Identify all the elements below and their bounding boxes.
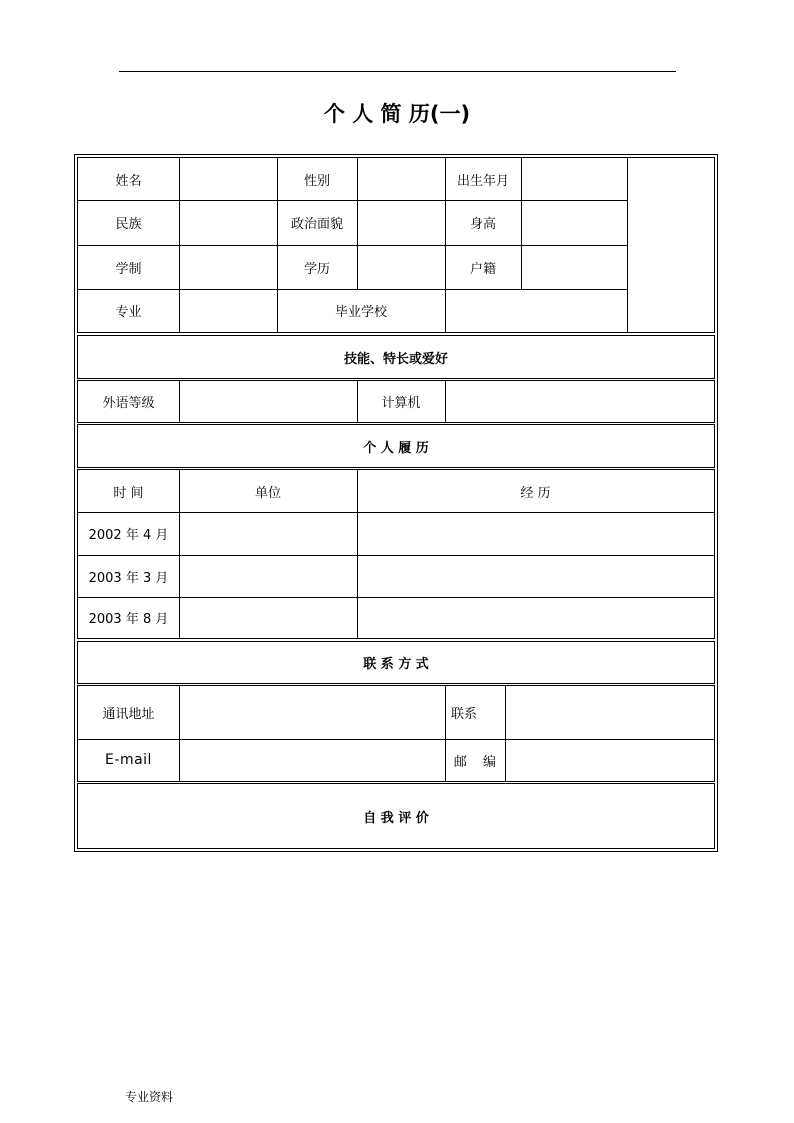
contact-header-section: [77, 641, 715, 684]
experience-row-detail[interactable]: [357, 512, 714, 555]
page-title: 个 人 简 历(一): [323, 102, 471, 126]
experience-row-time: 2003 年 8 月: [88, 612, 169, 627]
computer-value[interactable]: [445, 381, 714, 422]
experience-row-time: 2002 年 4 月: [88, 528, 169, 543]
ethnicity-label: 民族: [115, 217, 142, 232]
experience-table: [77, 469, 715, 639]
schooling-label: 学制: [115, 261, 142, 277]
gender-value[interactable]: [357, 158, 445, 200]
education-label: 学历: [303, 261, 330, 277]
political-value[interactable]: [357, 200, 445, 245]
self-evaluation-header: 自 我 评 价: [363, 810, 429, 826]
name-value[interactable]: [179, 158, 277, 200]
school-value[interactable]: [445, 289, 627, 332]
political-label: 政治面貌: [290, 217, 343, 232]
experience-row-time: 2003 年 3 月: [88, 570, 169, 586]
header-rule: [119, 71, 676, 72]
computer-label: 计算机: [381, 396, 421, 411]
self-evaluation-section: [77, 783, 715, 849]
hukou-label: 户籍: [469, 261, 496, 277]
postcode-label: 邮 编: [453, 754, 497, 770]
major-value[interactable]: [179, 289, 277, 332]
address-label: 通讯地址: [102, 707, 155, 722]
height-value[interactable]: [521, 200, 627, 245]
birth-value[interactable]: [521, 158, 627, 200]
height-label: 身高: [469, 217, 496, 232]
experience-row-unit[interactable]: [179, 597, 357, 638]
experience-row-detail[interactable]: [357, 597, 714, 638]
experience-row-unit[interactable]: [179, 512, 357, 555]
email-value[interactable]: [179, 739, 445, 781]
experience-row-unit[interactable]: [179, 555, 357, 597]
col-time-header: 时 间: [113, 485, 144, 501]
birth-label: 出生年月: [456, 173, 509, 189]
contact-table: [77, 685, 715, 782]
col-detail-header: 经 历: [520, 485, 551, 501]
skills-header-section: [77, 335, 715, 379]
education-value[interactable]: [357, 245, 445, 289]
gender-label: 性别: [303, 173, 330, 189]
phone-label: 联系: [451, 707, 478, 722]
contact-header: 联 系 方 式: [363, 657, 429, 672]
experience-row-detail[interactable]: [357, 555, 714, 597]
resume-table: [74, 154, 718, 852]
language-label: 外语等级: [102, 396, 155, 411]
skills-row-section: [77, 380, 715, 423]
postcode-value[interactable]: [505, 739, 714, 781]
major-label: 专业: [115, 305, 142, 320]
experience-header-section: [77, 424, 715, 468]
school-label: 毕业学校: [334, 305, 387, 320]
phone-value[interactable]: [505, 686, 714, 739]
footer-label: 专业资料: [125, 1090, 174, 1104]
experience-header: 个 人 履 历: [363, 440, 429, 456]
name-label: 姓名: [115, 173, 142, 189]
email-label: E-mail: [105, 752, 152, 768]
basic-info-section: [77, 157, 715, 333]
language-value[interactable]: [179, 381, 357, 422]
address-value[interactable]: [179, 686, 445, 739]
hukou-value[interactable]: [521, 245, 627, 289]
col-unit-header: 单位: [254, 485, 281, 501]
schooling-value[interactable]: [179, 245, 277, 289]
photo-area[interactable]: [627, 158, 714, 332]
ethnicity-value[interactable]: [179, 200, 277, 245]
skills-header: 技能、特长或爱好: [343, 351, 448, 367]
